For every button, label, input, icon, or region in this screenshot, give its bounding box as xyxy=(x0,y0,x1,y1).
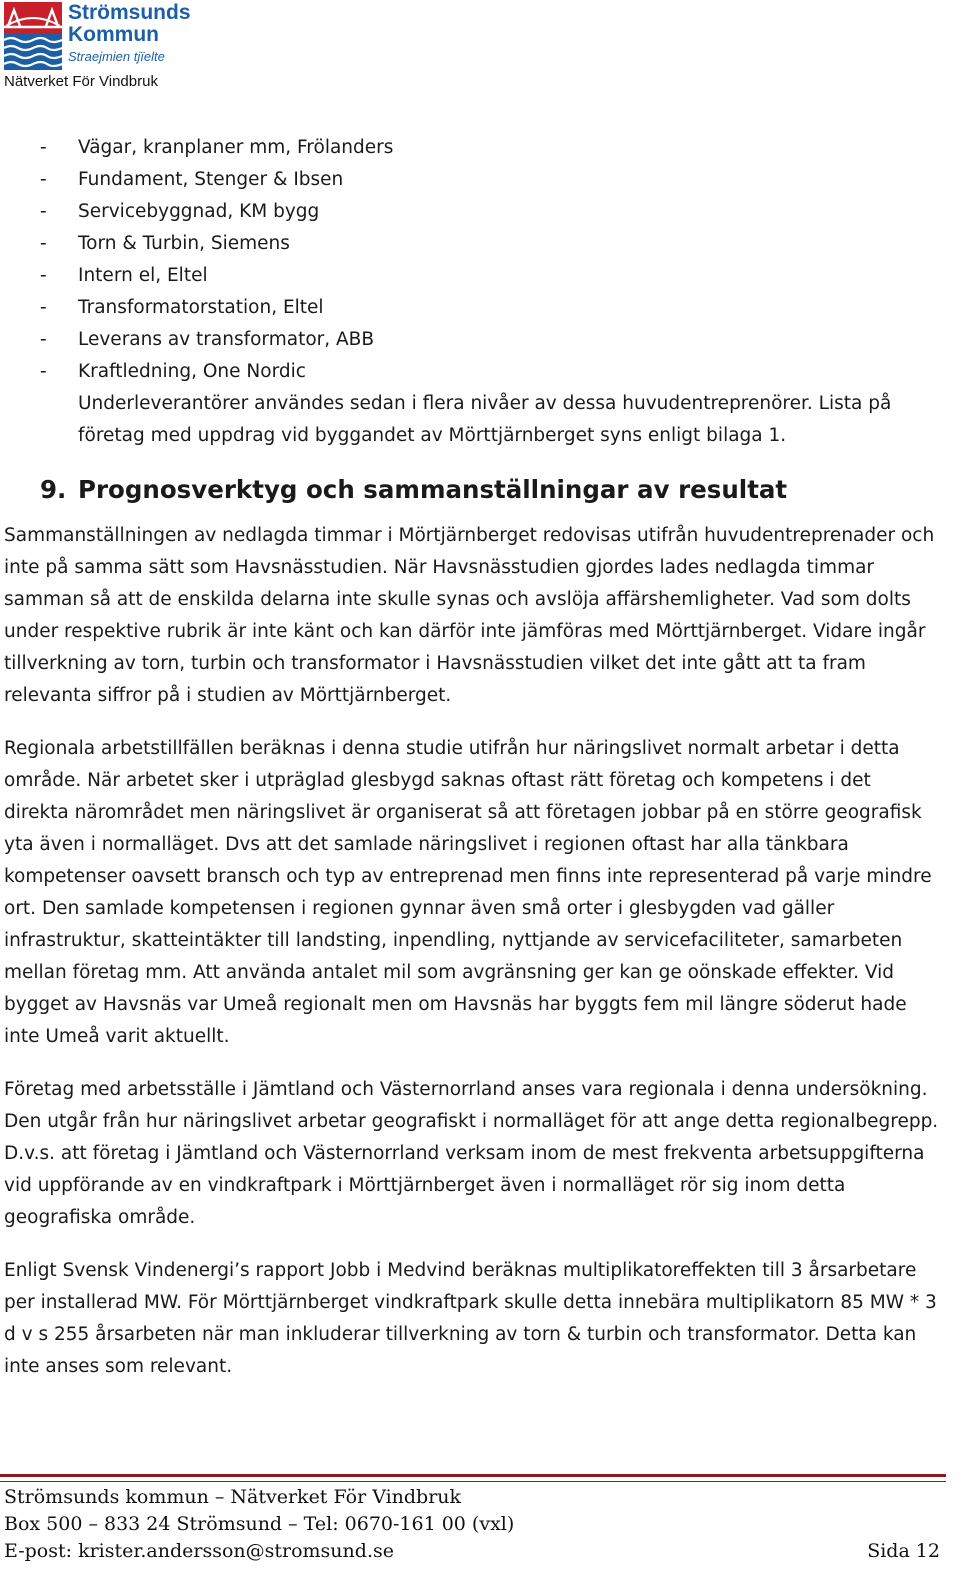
logo-wordmark xyxy=(68,2,191,66)
paragraph: Sammanställningen av nedlagda timmar i Mörtjärnberget redovisas utifrån huvudentreprenader och inte på samma sätt som Havsnässtudien. När Havsnässtudien gjordes lades nedlagda timmar samman så att de enskilda delarna inte skulle synas och avslöja affärshemligheter. Vad som dolts under respektive rubrik är inte känt och kan därför inte jämföras med Mörttjärnberget. Vidare ingår tillverkning av torn, turbin och transformator i Havsnässtudien vilket det inte gått att ta fram relevanta siffror på i studien av Mörttjärnberget. xyxy=(4,525,935,706)
section-heading xyxy=(40,470,940,510)
logo-line-3: Straejmien tjïelte xyxy=(68,49,165,64)
footer-organization: Strömsunds kommun – Nätverket För Vindbruk xyxy=(4,1486,462,1508)
footer-line xyxy=(4,1484,940,1511)
list-item xyxy=(4,132,940,164)
footer-line xyxy=(4,1538,940,1565)
list-item-text: Intern el, Eltel xyxy=(78,265,208,286)
page-footer xyxy=(4,1484,940,1565)
contractor-list xyxy=(4,132,940,388)
footer-address: Box 500 – 833 24 Strömsund – Tel: 0670-161 00 (vxl) xyxy=(4,1513,515,1535)
list-dash: - xyxy=(40,361,47,382)
footer-divider xyxy=(0,1474,946,1482)
subcontractor-note: Underleverantörer användes sedan i flera nivåer av dessa huvudentreprenörer. Lista på företag med uppdrag vid byggandet av Mörttjärnberget syns enligt bilaga 1. xyxy=(78,393,892,446)
section-number: 9. xyxy=(40,475,67,504)
paragraph: Enligt Svensk Vindenergi’s rapport Jobb i Medvind beräknas multiplikatoreffekten till 3 årsarbetare per installerad MW. För Mörttjärnberget vindkraftpark skulle detta innebära multiplikatorn 85 MW * 3 d v s 255 årsarbeten när man inkluderar tillverkning av torn & turbin och transformator. Detta kan inte anses som relevant. xyxy=(4,1260,937,1377)
logo-line-2: Kommun xyxy=(68,23,159,46)
list-item-text: Transformatorstation, Eltel xyxy=(78,297,324,318)
list-item-text: Vägar, kranplaner mm, Frölanders xyxy=(78,137,394,158)
list-dash: - xyxy=(40,169,47,190)
list-dash: - xyxy=(40,329,47,350)
list-dash: - xyxy=(40,265,47,286)
paragraph: Regionala arbetstillfällen beräknas i denna studie utifrån hur näringslivet normalt arbetar i detta område. När arbetet sker i utpräglad glesbygd saknas oftast rätt företag och kompetens i det direkta närområdet men näringslivet är organiserat så att företagen jobbar på en större geografisk yta även i normalläget. Dvs att det samlade näringslivet i regionen oftast har alla tänkbara kompetenser oavsett bransch och typ av entreprenad men finns inte representerad på varje mindre ort. Den samlade kompetensen i regionen gynnar även små orter i glesbygden vad gäller infrastruktur, skatteintäkter till landsting, inpendling, nyttjande av servicefaciliteter, samarbeten mellan företag mm. Att använda antalet mil som avgränsning ger kan ge oönskade effekter. Vid bygget av Havsnäs var Umeå regionalt men om Havsnäs har byggts fem mil längre söderut hade inte Umeå varit aktuellt. xyxy=(4,738,932,1047)
logo-line-1: Strömsunds xyxy=(68,1,191,24)
list-item-text: Fundament, Stenger & Ibsen xyxy=(78,169,344,190)
list-item-text: Torn & Turbin, Siemens xyxy=(78,233,290,254)
list-item xyxy=(4,228,940,260)
list-item-text: Leverans av transformator, ABB xyxy=(78,329,375,350)
list-item xyxy=(4,292,940,324)
list-dash: - xyxy=(40,137,47,158)
document-body xyxy=(4,132,940,1404)
list-dash: - xyxy=(40,297,47,318)
list-item xyxy=(4,164,940,196)
list-item-text: Kraftledning, One Nordic xyxy=(78,361,306,382)
network-name: Nätverket För Vindbruk xyxy=(4,73,158,90)
list-item xyxy=(4,356,940,388)
list-dash: - xyxy=(40,233,47,254)
list-item xyxy=(4,260,940,292)
paragraph: Företag med arbetsställe i Jämtland och Västernorrland anses vara regionala i denna undersökning. Den utgår från hur näringslivet arbetar geografiskt i normalläget för att ange detta regionalbegrepp. D.v.s. att företag i Jämtland och Västernorrland verksam inom de mest frekventa arbetsuppgifterna vid uppförande av en vindkraftpark i Mörttjärnberget även i normalläget rör sig inom detta geografiska område. xyxy=(4,1079,939,1228)
footer-line xyxy=(4,1511,940,1538)
list-item-text: Servicebyggnad, KM bygg xyxy=(78,201,320,222)
list-dash: - xyxy=(40,201,47,222)
section-title: Prognosverktyg och sammanställningar av resultat xyxy=(78,475,788,504)
footer-email: E-post: krister.andersson@stromsund.se xyxy=(4,1540,394,1562)
list-item xyxy=(4,196,940,228)
list-item xyxy=(4,324,940,356)
page-number: Sida 12 xyxy=(867,1540,940,1562)
bridge-logo-icon xyxy=(4,2,62,70)
